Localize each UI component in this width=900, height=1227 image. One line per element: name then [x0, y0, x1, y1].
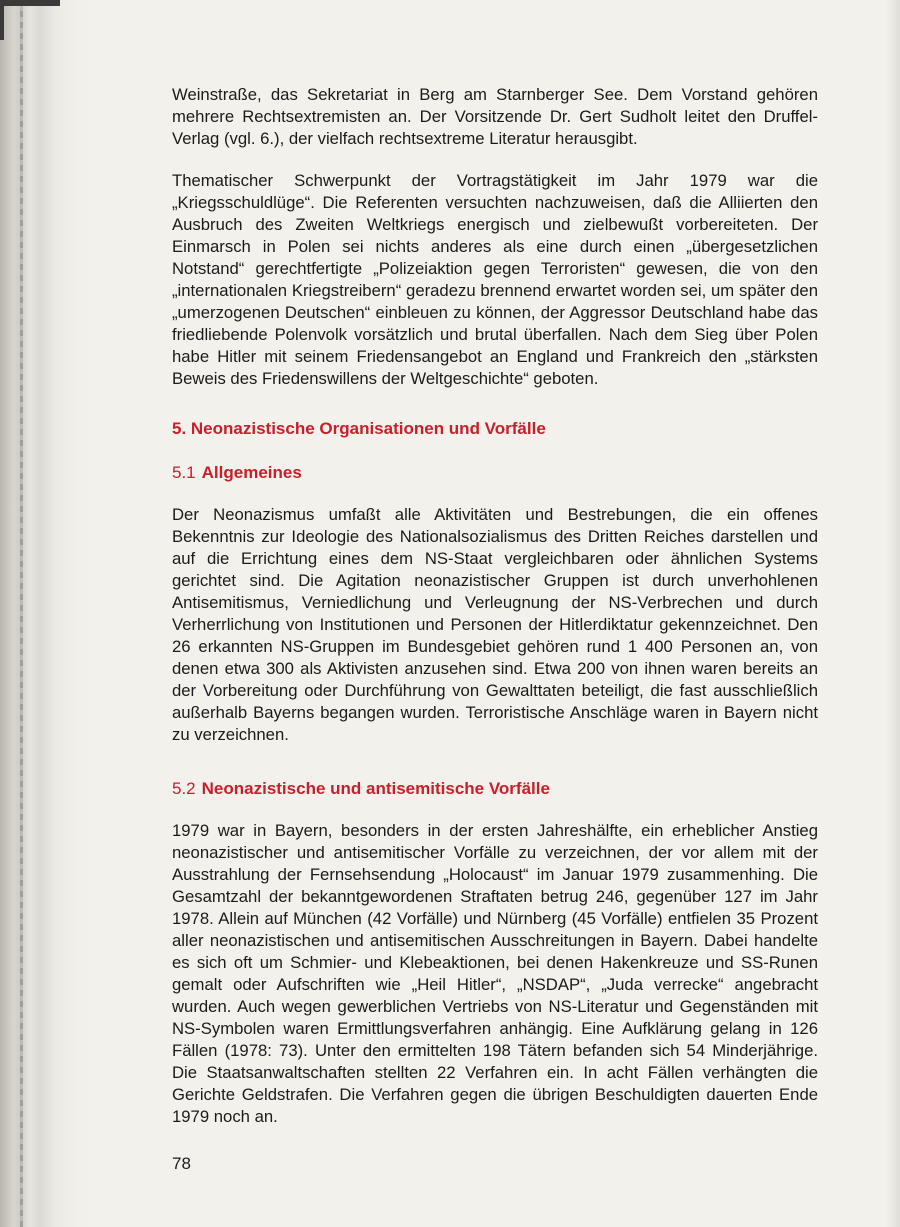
subsection-number: 5.2: [172, 779, 196, 798]
subsection-title: Neonazistische und antisemitische Vorfälle: [201, 779, 550, 798]
page-edge-shadow: [886, 0, 900, 1227]
scan-corner-mark-side: [0, 0, 4, 40]
book-spine-shadow: [0, 0, 92, 1227]
subsection-heading-5-2: [172, 778, 818, 800]
subsection-number: 5.1: [172, 463, 196, 482]
paragraph-2: Thematischer Schwerpunkt der Vortragstätigkeit im Jahr 1979 war die „Kriegsschuldlüge“. Die Referenten versuchten nachzuweisen, daß die Alliierten den Ausbruch des Zweiten Weltkriegs energisch und zielbewußt vorbereiteten. Der Einmarsch in Polen sei nichts anderes als eine durch einen „übergesetzlichen Notstand“ gerechtfertigte „Polizeiaktion gegen Terroristen“ gewesen, die von den „internationalen Kriegstreibern“ geradezu brennend erwartet worden sei, um später den „umerzogenen Deutschen“ einbleuen zu können, der Aggressor Deutschland habe das friedliebende Polenvolk vorsätzlich und brutal überfallen. Nach dem Sieg über Polen habe Hitler mit seinem Friedensangebot an England und Frankreich den „stärksten Beweis des Friedenswillens der Weltgeschichte“ geboten.: [172, 171, 818, 388]
paragraph-4: 1979 war in Bayern, besonders in der ersten Jahreshälfte, ein erheblicher Anstieg neonazistischer und antisemitischer Vorfälle zu verzeichnen, der vor allem mit der Ausstrahlung der Fernsehsendung „Holocaust“ im Januar 1979 zusammenhing. Die Gesamtzahl der bekanntgewordenen Straftaten betrug 246, gegenüber 127 im Jahr 1978. Allein auf München (42 Vorfälle) und Nürnberg (45 Vorfälle) entfielen 35 Prozent aller neonazistischen und antisemitischen Ausschreitungen in Bayern. Dabei handelte es sich oft um Schmier- und Klebeaktionen, bei denen Hakenkreuze und SS-Runen gemalt oder Aufschriften wie „Heil Hitler“, „NSDAP“, „Juda verrecke“ angebracht wurden. Auch wegen gewerblichen Vertriebs von NS-Literatur und Gegenständen mit NS-Symbolen waren Ermittlungsverfahren anhängig. Eine Aufklärung gelang in 126 Fällen (1978: 73). Unter den ermittelten 198 Tätern befanden sich 54 Minderjährige. Die Staatsanwaltschaften stellten 22 Verfahren ein. In acht Fällen verhängten die Gerichte Geldstrafen. Die Verfahren gegen die übrigen Beschuldigten dauerten Ende 1979 noch an.: [172, 821, 818, 1126]
paragraph-3: Der Neonazismus umfaßt alle Aktivitäten und Bestrebungen, die ein offenes Bekenntnis zur Ideologie des Nationalsozialismus des Dritten Reiches darstellen und auf die Errichtung eines dem NS-Staat vergleichbaren oder ähnlichen Systems gerichtet sind. Die Agitation neonazistischer Gruppen ist durch unverhohlenen Antisemitismus, Verniedlichung und Verleugnung der NS-Verbrechen und durch Verherrlichung von Institutionen und Personen der Hitlerdiktatur gekennzeichnet. Den 26 erkannten NS-Gruppen im Bundesgebiet gehören rund 1 400 Personen an, von denen etwa 300 als Aktivisten anzusehen sind. Etwa 200 von ihnen waren bereits an der Vorbereitung oder Durchführung von Gewalttaten beteiligt, die fast ausschließlich außerhalb Bayerns begangen wurden. Terroristische Anschläge waren in Bayern nicht zu verzeichnen.: [172, 505, 818, 744]
scan-corner-mark: [0, 0, 60, 6]
paragraph-1: Weinstraße, das Sekretariat in Berg am Starnberger See. Dem Vorstand gehören mehrere Rechtsextremisten an. Der Vorsitzende Dr. Gert Sudholt leitet den Druffel-Verlag (vgl. 6.), der vielfach rechtsextreme Literatur herausgibt.: [172, 85, 818, 148]
section-heading: 5. Neonazistische Organisationen und Vorfälle: [172, 419, 546, 438]
page-number: 78: [172, 1154, 191, 1173]
page-body: [172, 84, 818, 1148]
subsection-heading-5-1: [172, 462, 818, 484]
subsection-title: Allgemeines: [201, 463, 302, 482]
